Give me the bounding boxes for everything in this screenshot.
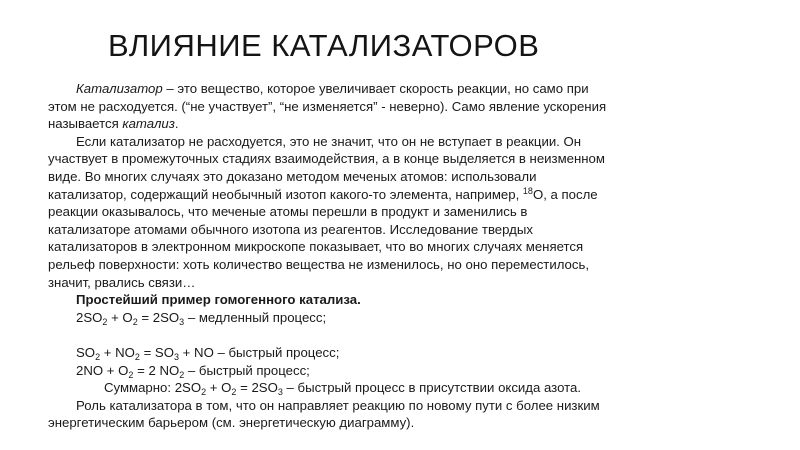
paragraph-line: реакции оказывалось, что меченые атомы перешли в продукт и заменились в xyxy=(48,204,528,220)
paragraph-line: Катализатор – это вещество, которое увеличивает скорость реакции, но само при xyxy=(76,81,589,96)
paragraph-line: участвует в промежуточных стадиях взаимодействия, а в конце выделяется в неизменном xyxy=(48,151,605,167)
example-heading: Простейший пример гомогенного катализа. xyxy=(76,292,361,308)
equation-slow: $2SO_2 + O_2 = 2SO_3$ – медленный процесс; xyxy=(76,309,327,327)
slide-body xyxy=(48,80,748,432)
paragraph-line: Если катализатор не расходуется, это не значит, что он не вступает в реакции. Он xyxy=(76,133,582,149)
paragraph-line: рельеф поверхности: хоть количество вещества не изменилось, но оно переместилось, xyxy=(48,256,589,272)
paragraph-line: катализатор, содержащий необычный изотоп какого-то элемента, например, $^{18}$O, а после xyxy=(48,185,598,202)
paragraph-line: катализаторов в электронном микроскопе показывает, что во многих случаях меняется xyxy=(48,239,584,255)
equation-fast-1: $SO_2 + NO_2 = SO_3$ + NO – быстрый процесс; xyxy=(76,344,340,362)
equation-fast-2: $2NO + O_2 = 2$ $NO_2$ – быстрый процесс; xyxy=(76,362,310,380)
isotope-mass-number: 18 xyxy=(522,185,533,196)
paragraph-line: энергетическим барьером (см. энергетическую диаграмму). xyxy=(48,415,415,431)
paragraph-line: Роль катализатора в том, что он направляет реакцию по новому пути с более низким xyxy=(76,397,600,413)
paragraph-line: значит, рвались связи… xyxy=(48,274,196,290)
term-catalyst: Катализатор xyxy=(76,81,163,96)
paragraph-line: называется катализ. xyxy=(48,116,179,132)
blank-line xyxy=(48,326,748,344)
paragraph-line: виде. Во многих случаях это доказано методом меченых атомов: использовали xyxy=(48,168,537,184)
term-catalysis: катализ xyxy=(122,116,175,132)
paragraph-line: этом не расходуется. (“не участвует”, “не изменяется” - неверно). Само явление ускорения xyxy=(48,98,607,114)
paragraph-line: катализаторе атомами обычного изотопа из реагентов. Исследование твердых xyxy=(48,221,533,237)
equation-summary: Суммарно: $2SO_2 + O_2 = 2SO_3$ – быстрый процесс в присутствии оксида азота. xyxy=(104,380,581,398)
slide-title: ВЛИЯНИЕ КАТАЛИЗАТОРОВ xyxy=(108,28,540,63)
